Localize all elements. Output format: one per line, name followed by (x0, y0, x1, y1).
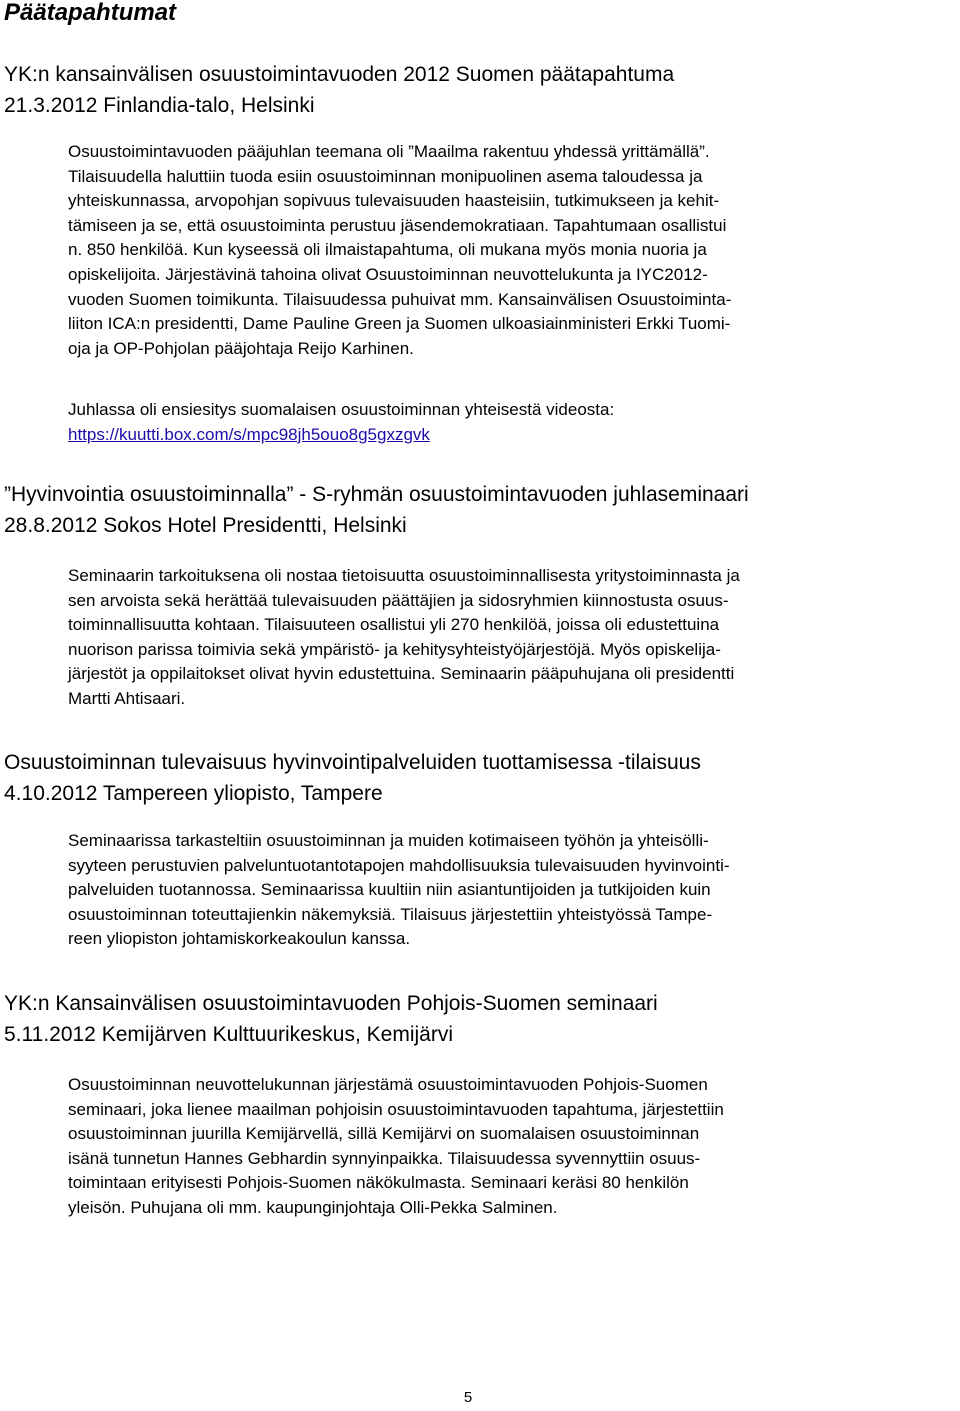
section-title-line: 21.3.2012 Finlandia-talo, Helsinki (4, 94, 315, 117)
paragraph-line: Martti Ahtisaari. (68, 688, 186, 708)
paragraph-line: sen arvoista sekä herättää tulevaisuuden päättäjien ja sidosryhmien kiinnostusta osuus- (68, 590, 729, 610)
section-title-line: ”Hyvinvointia osuustoiminnalla” - S-ryhmän osuustoimintavuoden juhlaseminaari (4, 483, 749, 506)
paragraph-line: oja ja OP-Pohjolan pääjohtaja Reijo Karhinen. (68, 338, 414, 358)
paragraph-line: n. 850 henkilöä. Kun kyseessä oli ilmaistapahtuma, oli mukana myös monia nuoria ja (68, 240, 707, 260)
paragraph-line: palveluiden tuotannossa. Seminaarissa kuultiin niin asiantuntijoiden ja tutkijoiden kuin (68, 880, 711, 900)
paragraph-line: seminaari, joka lienee maailman pohjoisin osuustoimintavuoden tapahtuma, järjestettiin (68, 1099, 724, 1119)
paragraph-line: syyteen perustuvien palveluntuotantotapojen mahdollisuuksia tulevaisuuden hyvinvointi- (68, 855, 730, 875)
paragraph-line: liiton ICA:n presidentti, Dame Pauline Green ja Suomen ulkoasiainministeri Erkki Tuomi- (68, 314, 731, 334)
section-title-sokos (4, 479, 749, 541)
section-paragraph-tampere (68, 829, 958, 952)
paragraph-line: nuorison parissa toimivia sekä ympäristö- ja kehitysyhteistyöjärjestöjä. Myös opiskelija- (68, 639, 721, 659)
page-heading: Päätapahtumat (4, 0, 177, 26)
section-title-kemijarvi (4, 988, 658, 1050)
paragraph-line: osuustoiminnan juurilla Kemijärvellä, sillä Kemijärvi on suomalaisen osuustoiminnan (68, 1124, 700, 1144)
paragraph-line: Osuustoimintavuoden pääjuhlan teemana oli ”Maailma rakentuu yhdessä yrittämällä”. (68, 142, 710, 161)
section-title-line: 4.10.2012 Tampereen yliopisto, Tampere (4, 782, 383, 805)
video-link[interactable]: https://kuutti.box.com/s/mpc98jh5ouo8g5gxzgvk (68, 424, 430, 444)
page-number: 5 (463, 1389, 473, 1406)
paragraph-line: Tilaisuudella haluttiin tuoda esiin osuustoiminnan monipuolinen asema taloudessa ja (68, 166, 703, 186)
section-title-finlandia (4, 59, 674, 121)
section-title-line: 5.11.2012 Kemijärven Kulttuurikeskus, Kemijärvi (4, 1023, 453, 1046)
video-note-text: Juhlassa oli ensiesitys suomalaisen osuustoiminnan yhteisestä videosta: (68, 400, 615, 419)
paragraph-line: Osuustoiminnan neuvottelukunnan järjestämä osuustoimintavuoden Pohjois-Suomen (68, 1075, 708, 1094)
section-paragraph-kemijarvi (68, 1073, 958, 1221)
section-paragraph-sokos (68, 564, 958, 712)
video-note (68, 398, 958, 447)
paragraph-line: toiminnallisuutta kohtaan. Tilaisuuteen osallistui yli 270 henkilöä, joissa oli edustettuina (68, 615, 720, 635)
paragraph-line: vuoden Suomen toimikunta. Tilaisuudessa puhuivat mm. Kansainvälisen Osuustoiminta- (68, 289, 732, 309)
section-title-line: Osuustoiminnan tulevaisuus hyvinvointipalveluiden tuottamisessa -tilaisuus (4, 751, 701, 774)
section-title-line: 28.8.2012 Sokos Hotel Presidentti, Helsinki (4, 514, 407, 537)
paragraph-line: opiskelijoita. Järjestävinä tahoina olivat Osuustoiminnan neuvottelukunta ja IYC2012- (68, 264, 708, 284)
section-title-line: YK:n Kansainvälisen osuustoimintavuoden Pohjois-Suomen seminaari (4, 992, 658, 1015)
paragraph-line: Seminaarin tarkoituksena oli nostaa tietoisuutta osuustoiminnallisesta yritystoiminnasta ja (68, 566, 740, 585)
section-title-tampere (4, 747, 701, 809)
paragraph-line: yhteiskunnassa, arvopohjan sopivuus tulevaisuuden haasteisiin, tutkimukseen ja kehit- (68, 191, 720, 211)
paragraph-line: tämiseen ja se, että osuustoiminta perustuu jäsendemokratiaan. Tapahtumaan osallistui (68, 215, 727, 235)
paragraph-line: isänä tunnetun Hannes Gebhardin synnyinpaikka. Tilaisuudessa syvennyttiin osuus- (68, 1148, 701, 1168)
section-paragraph-finlandia (68, 140, 958, 361)
paragraph-line: toimintaan erityisesti Pohjois-Suomen näkökulmasta. Seminaari keräsi 80 henkilön (68, 1173, 689, 1193)
paragraph-line: Seminaarissa tarkasteltiin osuustoiminnan ja muiden kotimaiseen työhön ja yhteisölli- (68, 831, 709, 850)
paragraph-line: reen yliopiston johtamiskorkeakoulun kanssa. (68, 929, 411, 949)
section-title-line: YK:n kansainvälisen osuustoimintavuoden 2012 Suomen päätapahtuma (4, 63, 675, 86)
paragraph-line: osuustoiminnan toteuttajienkin näkemyksiä. Tilaisuus järjestettiin yhteistyössä Tampe- (68, 904, 713, 924)
paragraph-line: yleisön. Puhujana oli mm. kaupunginjohtaja Olli-Pekka Salminen. (68, 1197, 558, 1217)
paragraph-line: järjestöt ja oppilaitokset olivat hyvin edustettuina. Seminaarin pääpuhujana oli presidentti (68, 664, 735, 684)
